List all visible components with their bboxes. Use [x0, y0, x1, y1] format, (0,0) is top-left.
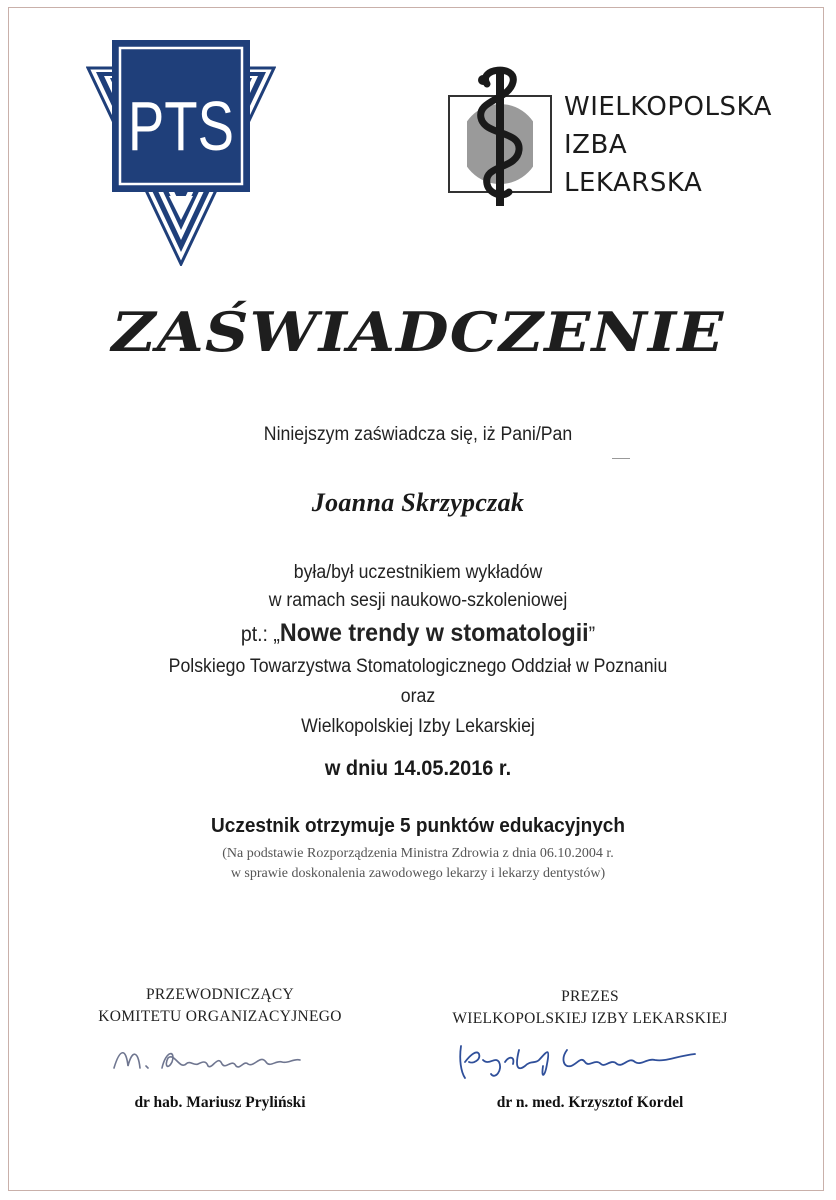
- participant-name: Joanna Skrzypczak: [311, 488, 525, 517]
- left-signatory-role-2: KOMITETU ORGANIZACYJNEGO: [98, 1008, 342, 1025]
- education-points: Uczestnik otrzymuje 5 punktów edukacyjnych: [211, 815, 625, 837]
- wil-logo-mark: [447, 60, 553, 210]
- wil-logo-line-2: IZBA: [564, 130, 628, 160]
- wil-logo-line-1: WIELKOPOLSKA: [564, 92, 772, 122]
- wil-logo-line-3: LEKARSKA: [564, 168, 703, 198]
- left-signatory-role-1: PRZEWODNICZĄCY: [146, 986, 294, 1003]
- right-signature: [455, 1036, 705, 1084]
- pts-logo-text: PTS: [127, 87, 235, 166]
- body-line-4: oraz: [400, 686, 436, 707]
- topic-line: [29, 619, 806, 648]
- right-signatory-role-1: PREZES: [561, 988, 619, 1005]
- intro-text: Niniejszym zaświadcza się, iż Pani/Pan: [263, 424, 573, 445]
- topic-title: Nowe trendy w stomatologii: [279, 619, 589, 647]
- body-line-1: była/był uczestnikiem wykładów: [293, 562, 543, 583]
- body-line-3: Polskiego Towarzystwa Stomatologicznego Oddział w Poznaniu: [168, 656, 668, 677]
- right-signatory-name: dr n. med. Krzysztof Kordel: [496, 1094, 684, 1111]
- stray-mark: [612, 458, 630, 460]
- topic-prefix: pt.: „: [240, 623, 280, 646]
- legal-line-1: (Na podstawie Rozporządzenia Ministra Zdrowia z dnia 06.10.2004 r.: [222, 846, 614, 861]
- right-signatory-role-2: WIELKOPOLSKIEJ IZBY LEKARSKIEJ: [452, 1010, 728, 1027]
- body-line-5: Wielkopolskiej Izby Lekarskiej: [301, 716, 535, 737]
- legal-line-2: w sprawie doskonalenia zawodowego lekarzy i lekarzy dentystów): [230, 866, 606, 881]
- topic-suffix: ”: [588, 623, 596, 646]
- left-signatory-name: dr hab. Mariusz Pryliński: [134, 1094, 306, 1111]
- pts-logo: [86, 38, 276, 266]
- certificate-title: ZAŚWIADCZENIE: [111, 300, 725, 364]
- body-line-2: w ramach sesji naukowo-szkoleniowej: [268, 590, 568, 611]
- left-signature: [110, 1040, 320, 1080]
- event-date: w dniu 14.05.2016 r.: [324, 757, 512, 780]
